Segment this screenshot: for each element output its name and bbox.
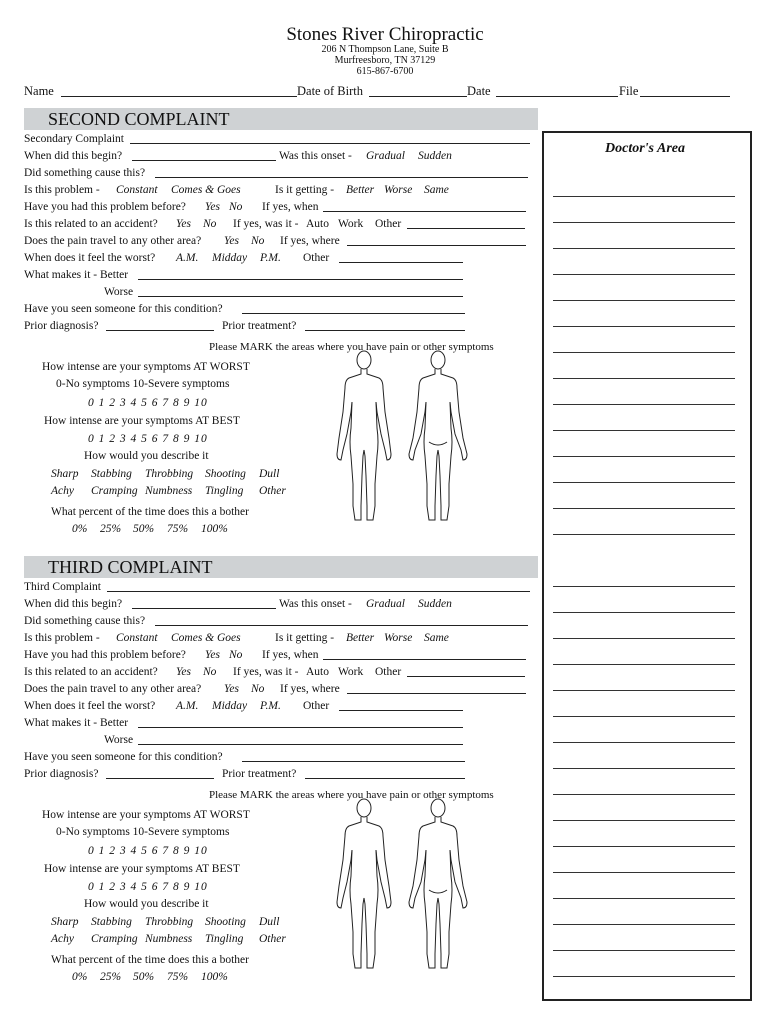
- describe-label: How would you describe it: [84, 898, 209, 910]
- doctor-note-line[interactable]: [553, 664, 735, 665]
- option-am[interactable]: A.M.: [176, 252, 199, 264]
- doctor-note-line[interactable]: [553, 690, 735, 691]
- doctor-note-line[interactable]: [553, 742, 735, 743]
- prior-diagnosis-label: Prior diagnosis?: [24, 768, 99, 780]
- onset-label: Was this onset -: [279, 150, 352, 162]
- doctor-note-line[interactable]: [553, 508, 735, 509]
- had-before-label: Have you had this problem before?: [24, 201, 186, 213]
- percent-option[interactable]: 0%: [72, 971, 88, 983]
- accident-yes[interactable]: Yes: [176, 218, 191, 230]
- when-begin-field[interactable]: [132, 160, 276, 161]
- getting-label: Is it getting -: [275, 632, 335, 644]
- seen-someone-field[interactable]: [242, 313, 465, 314]
- desc-option[interactable]: Tingling: [205, 485, 244, 497]
- mark-areas-instruction: Please MARK the areas where you have pain or other symptoms: [209, 341, 494, 353]
- intense-best-label: How intense are your symptoms AT BEST: [44, 415, 240, 427]
- accident-no[interactable]: No: [203, 666, 217, 678]
- option-other[interactable]: Other: [375, 666, 402, 678]
- doctor-note-line[interactable]: [553, 950, 735, 951]
- seen-someone-label: Have you seen someone for this condition?: [24, 751, 223, 763]
- feel-other-field[interactable]: [339, 262, 463, 263]
- doctor-note-line[interactable]: [553, 820, 735, 821]
- desc-option[interactable]: Achy: [51, 485, 74, 497]
- is-problem-label: Is this problem -: [24, 184, 100, 196]
- dob-label: Date of Birth: [297, 84, 363, 98]
- body-diagram[interactable]: [325, 794, 485, 976]
- cause-field[interactable]: [155, 177, 528, 178]
- dob-field[interactable]: [369, 96, 467, 97]
- section-banner: [24, 556, 538, 578]
- prior-diagnosis-field[interactable]: [106, 330, 214, 331]
- if-yes-when-field[interactable]: [323, 659, 526, 660]
- when-begin-field[interactable]: [132, 608, 276, 609]
- option-comes-goes[interactable]: Comes & Goes: [171, 632, 241, 644]
- doctor-note-line[interactable]: [553, 638, 735, 639]
- option-work[interactable]: Work: [338, 666, 364, 678]
- option-worse[interactable]: Worse: [384, 184, 413, 196]
- makes-worse-label: Worse: [104, 734, 134, 746]
- percent-question: What percent of the time does this a bother: [51, 506, 249, 518]
- makes-better-label: What makes it - Better: [24, 269, 129, 281]
- section-banner: [24, 108, 538, 130]
- onset-sudden[interactable]: Sudden: [418, 150, 452, 162]
- clinic-phone: 615-867-6700: [356, 66, 414, 77]
- desc-option[interactable]: Shooting: [205, 468, 246, 480]
- if-yes-when-field[interactable]: [323, 211, 526, 212]
- desc-option[interactable]: Other: [259, 485, 286, 497]
- percent-option[interactable]: 100%: [201, 971, 228, 983]
- option-pm[interactable]: P.M.: [260, 700, 281, 712]
- option-worse[interactable]: Worse: [384, 632, 413, 644]
- feel-worst-label: When does it feel the worst?: [24, 700, 156, 712]
- travel-label: Does the pain travel to any other area?: [24, 683, 202, 695]
- option-midday[interactable]: Midday: [212, 700, 248, 712]
- body-back-figure: [409, 351, 467, 520]
- had-before-label: Have you had this problem before?: [24, 649, 186, 661]
- option-auto[interactable]: Auto: [306, 218, 329, 230]
- getting-label: Is it getting -: [275, 184, 335, 196]
- percent-option[interactable]: 0%: [72, 523, 88, 535]
- doctor-note-line[interactable]: [553, 300, 735, 301]
- intensity-worst-numbers[interactable]: 0 1 2 3 4 5 6 7 8 9 10: [88, 845, 208, 857]
- travel-no[interactable]: No: [251, 235, 265, 247]
- option-auto[interactable]: Auto: [306, 666, 329, 678]
- desc-option[interactable]: Stabbing: [91, 468, 132, 480]
- doctor-note-line[interactable]: [553, 482, 735, 483]
- doctor-note-line[interactable]: [553, 716, 735, 717]
- had-before-no[interactable]: No: [229, 201, 243, 213]
- travel-yes[interactable]: Yes: [224, 235, 239, 247]
- cause-label: Did something cause this?: [24, 615, 146, 627]
- option-comes-goes[interactable]: Comes & Goes: [171, 184, 241, 196]
- doctor-note-line[interactable]: [553, 768, 735, 769]
- option-am[interactable]: A.M.: [176, 700, 199, 712]
- doctor-note-line[interactable]: [553, 898, 735, 899]
- prior-diagnosis-field[interactable]: [106, 778, 214, 779]
- if-yes-where-label: If yes, where: [280, 683, 340, 695]
- clinic-address-line1: 206 N Thompson Lane, Suite B: [321, 44, 449, 55]
- option-work[interactable]: Work: [338, 218, 364, 230]
- describe-label: How would you describe it: [84, 450, 209, 462]
- intensity-best-numbers[interactable]: 0 1 2 3 4 5 6 7 8 9 10: [88, 433, 208, 445]
- makes-worse-field[interactable]: [138, 296, 463, 297]
- body-front-figure: [337, 799, 391, 968]
- name-label: Name: [24, 84, 54, 98]
- travel-yes[interactable]: Yes: [224, 683, 239, 695]
- seen-someone-field[interactable]: [242, 761, 465, 762]
- intensity-scale-legend: 0-No symptoms 10-Severe symptoms: [56, 378, 230, 390]
- intensity-worst-numbers[interactable]: 0 1 2 3 4 5 6 7 8 9 10: [88, 397, 208, 409]
- option-pm[interactable]: P.M.: [260, 252, 281, 264]
- percent-option[interactable]: 50%: [133, 523, 155, 535]
- section-title: SECOND COMPLAINT: [48, 109, 230, 129]
- desc-option[interactable]: Cramping: [91, 933, 138, 945]
- intensity-best-numbers[interactable]: 0 1 2 3 4 5 6 7 8 9 10: [88, 881, 208, 893]
- doctor-note-line[interactable]: [553, 352, 735, 353]
- doctor-note-line[interactable]: [553, 612, 735, 613]
- doctor-note-line[interactable]: [553, 404, 735, 405]
- doctors-area-title: Doctor's Area: [605, 141, 685, 156]
- percent-option[interactable]: 75%: [167, 523, 189, 535]
- doctor-note-line[interactable]: [553, 196, 735, 197]
- intense-worst-label: How intense are your symptoms AT WORST: [42, 809, 250, 821]
- percent-option[interactable]: 25%: [100, 971, 122, 983]
- desc-option[interactable]: Other: [259, 933, 286, 945]
- doctor-note-line[interactable]: [553, 222, 735, 223]
- doctor-note-line[interactable]: [553, 794, 735, 795]
- cause-label: Did something cause this?: [24, 167, 146, 179]
- when-begin-label: When did this begin?: [24, 150, 123, 162]
- if-yes-where-field[interactable]: [347, 245, 526, 246]
- percent-option[interactable]: 50%: [133, 971, 155, 983]
- onset-label: Was this onset -: [279, 598, 352, 610]
- file-field[interactable]: [640, 96, 730, 97]
- travel-label: Does the pain travel to any other area?: [24, 235, 202, 247]
- desc-option[interactable]: Sharp: [51, 916, 79, 928]
- percent-option[interactable]: 75%: [167, 971, 189, 983]
- option-same[interactable]: Same: [424, 632, 449, 644]
- if-yes-when-label: If yes, when: [262, 649, 319, 661]
- if-yes-where-label: If yes, where: [280, 235, 340, 247]
- date-field[interactable]: [496, 96, 618, 97]
- option-better[interactable]: Better: [346, 184, 375, 196]
- file-label: File: [619, 84, 639, 98]
- prior-treatment-label: Prior treatment?: [222, 768, 297, 780]
- desc-option[interactable]: Shooting: [205, 916, 246, 928]
- intensity-scale-legend: 0-No symptoms 10-Severe symptoms: [56, 826, 230, 838]
- accident-other-field[interactable]: [407, 228, 525, 229]
- option-better[interactable]: Better: [346, 632, 375, 644]
- cause-field[interactable]: [155, 625, 528, 626]
- is-problem-label: Is this problem -: [24, 632, 100, 644]
- accident-other-field[interactable]: [407, 676, 525, 677]
- if-yes-was-label: If yes, was it -: [233, 218, 299, 230]
- had-before-yes[interactable]: Yes: [205, 649, 220, 661]
- percent-option[interactable]: 25%: [100, 523, 122, 535]
- desc-option[interactable]: Dull: [259, 916, 280, 928]
- desc-option[interactable]: Sharp: [51, 468, 79, 480]
- desc-option[interactable]: Dull: [259, 468, 280, 480]
- intense-worst-label: How intense are your symptoms AT WORST: [42, 361, 250, 373]
- seen-someone-label: Have you seen someone for this condition?: [24, 303, 223, 315]
- option-midday[interactable]: Midday: [212, 252, 248, 264]
- percent-option[interactable]: 100%: [201, 523, 228, 535]
- accident-label: Is this related to an accident?: [24, 218, 158, 230]
- option-constant[interactable]: Constant: [116, 632, 158, 644]
- option-other[interactable]: Other: [375, 218, 402, 230]
- doctor-note-line[interactable]: [553, 430, 735, 431]
- desc-option[interactable]: Throbbing: [145, 916, 194, 928]
- desc-option[interactable]: Throbbing: [145, 468, 194, 480]
- intense-best-label: How intense are your symptoms AT BEST: [44, 863, 240, 875]
- onset-sudden[interactable]: Sudden: [418, 598, 452, 610]
- onset-gradual[interactable]: Gradual: [366, 150, 405, 162]
- makes-better-field[interactable]: [138, 727, 463, 728]
- complaint-field[interactable]: [130, 143, 530, 144]
- doctor-note-line[interactable]: [553, 846, 735, 847]
- if-yes-was-label: If yes, was it -: [233, 666, 299, 678]
- option-same[interactable]: Same: [424, 184, 449, 196]
- had-before-no[interactable]: No: [229, 649, 243, 661]
- body-front-figure: [337, 351, 391, 520]
- clinic-address-line2: Murfreesboro, TN 37129: [334, 55, 436, 66]
- body-back-figure: [409, 799, 467, 968]
- clinic-name: Stones River Chiropractic: [286, 24, 484, 45]
- prior-treatment-field[interactable]: [305, 330, 465, 331]
- prior-treatment-field[interactable]: [305, 778, 465, 779]
- desc-option[interactable]: Tingling: [205, 933, 244, 945]
- date-label: Date: [467, 84, 491, 98]
- doctor-note-line[interactable]: [553, 586, 735, 587]
- complaint-field[interactable]: [107, 591, 530, 592]
- accident-yes[interactable]: Yes: [176, 666, 191, 678]
- prior-diagnosis-label: Prior diagnosis?: [24, 320, 99, 332]
- body-diagram[interactable]: [325, 346, 485, 528]
- makes-better-field[interactable]: [138, 279, 463, 280]
- prior-treatment-label: Prior treatment?: [222, 320, 297, 332]
- feel-other-field[interactable]: [339, 710, 463, 711]
- percent-question: What percent of the time does this a bother: [51, 954, 249, 966]
- makes-better-label: What makes it - Better: [24, 717, 129, 729]
- accident-no[interactable]: No: [203, 218, 217, 230]
- feel-worst-label: When does it feel the worst?: [24, 252, 156, 264]
- desc-option[interactable]: Stabbing: [91, 916, 132, 928]
- doctors-area-box: [542, 131, 752, 1001]
- doctor-note-line[interactable]: [553, 456, 735, 457]
- desc-option[interactable]: Cramping: [91, 485, 138, 497]
- feel-other-label: Other: [303, 700, 330, 712]
- makes-worse-field[interactable]: [138, 744, 463, 745]
- desc-option[interactable]: Achy: [51, 933, 74, 945]
- doctor-note-line[interactable]: [553, 872, 735, 873]
- had-before-yes[interactable]: Yes: [205, 201, 220, 213]
- if-yes-when-label: If yes, when: [262, 201, 319, 213]
- accident-label: Is this related to an accident?: [24, 666, 158, 678]
- doctor-note-line[interactable]: [553, 976, 735, 977]
- desc-option[interactable]: Numbness: [145, 485, 193, 497]
- doctor-note-line[interactable]: [553, 534, 735, 535]
- makes-worse-label: Worse: [104, 286, 134, 298]
- if-yes-where-field[interactable]: [347, 693, 526, 694]
- option-constant[interactable]: Constant: [116, 184, 158, 196]
- name-field[interactable]: [61, 96, 297, 97]
- doctor-note-line[interactable]: [553, 274, 735, 275]
- complaint-label: Third Complaint: [24, 581, 101, 593]
- when-begin-label: When did this begin?: [24, 598, 123, 610]
- feel-other-label: Other: [303, 252, 330, 264]
- desc-option[interactable]: Numbness: [145, 933, 193, 945]
- doctor-note-line[interactable]: [553, 248, 735, 249]
- onset-gradual[interactable]: Gradual: [366, 598, 405, 610]
- doctor-note-line[interactable]: [553, 326, 735, 327]
- travel-no[interactable]: No: [251, 683, 265, 695]
- doctor-note-line[interactable]: [553, 378, 735, 379]
- complaint-label: Secondary Complaint: [24, 133, 124, 145]
- section-title: THIRD COMPLAINT: [48, 557, 213, 577]
- mark-areas-instruction: Please MARK the areas where you have pain or other symptoms: [209, 789, 494, 801]
- doctor-note-line[interactable]: [553, 924, 735, 925]
